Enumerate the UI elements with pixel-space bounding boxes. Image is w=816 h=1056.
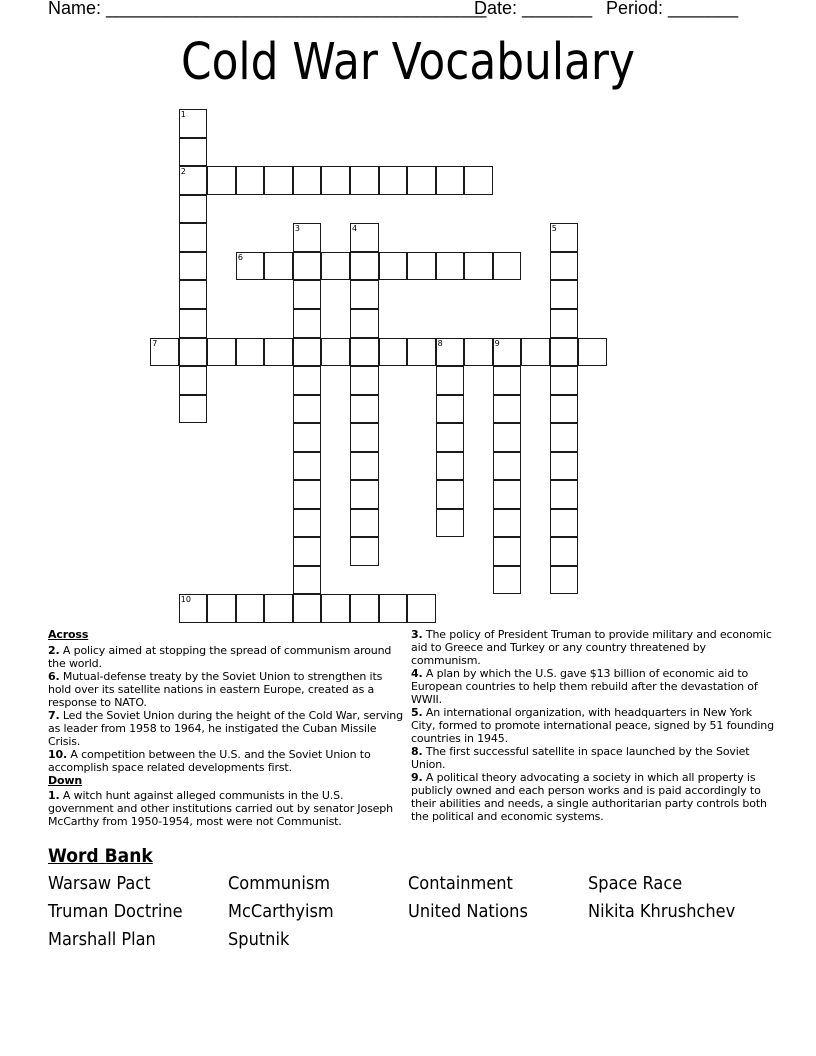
clue-number-label: 6 (237, 252, 243, 262)
grid-cell[interactable] (350, 423, 379, 452)
grid-cell[interactable] (379, 338, 408, 367)
grid-cell[interactable] (179, 166, 208, 195)
clues-column-left (48, 628, 408, 828)
word-bank-item: Nikita Khrushchev (588, 901, 736, 922)
down-heading: Down (48, 774, 83, 787)
grid-cell[interactable] (293, 309, 322, 338)
grid-cell[interactable] (264, 252, 293, 281)
clue-down-8 (411, 745, 776, 771)
clue-number-label: 4 (351, 224, 358, 234)
grid-cell[interactable] (493, 395, 522, 424)
grid-cell[interactable] (550, 423, 579, 452)
grid-cell[interactable] (493, 252, 522, 281)
grid-cell[interactable] (436, 452, 465, 481)
clue-across-7 (48, 709, 408, 748)
grid-cell[interactable] (293, 366, 322, 395)
across-heading: Across (48, 628, 89, 641)
clue-number: 10. (48, 748, 68, 761)
grid-cell[interactable] (236, 166, 265, 195)
clue-text: Mutual-defense treaty by the Soviet Union to strengthen its hold over its satellite nations in eastern Europe, created as a response to NATO. (48, 670, 383, 709)
grid-cell[interactable] (493, 480, 522, 509)
grid-cell[interactable] (550, 309, 579, 338)
grid-cell[interactable] (293, 338, 322, 367)
clue-number-label: 8 (437, 338, 443, 348)
grid-cell[interactable] (207, 338, 236, 367)
clue-number: 2. (48, 644, 60, 657)
grid-cell[interactable] (350, 537, 379, 566)
grid-cell[interactable] (550, 452, 579, 481)
clue-number-label: 7 (152, 338, 158, 348)
grid-cell[interactable] (436, 480, 465, 509)
grid-cell[interactable] (436, 166, 465, 195)
clues-column-right (411, 628, 776, 823)
clue-across-6 (48, 670, 408, 709)
grid-cell[interactable] (407, 594, 436, 623)
grid-cell[interactable] (179, 309, 208, 338)
grid-cell[interactable] (207, 594, 236, 623)
grid-cell[interactable] (236, 252, 265, 281)
clue-text: A competition between the U.S. and the Soviet Union to accomplish space related developments first. (48, 748, 371, 774)
grid-cell[interactable] (436, 395, 465, 424)
word-bank-item: Communism (228, 873, 331, 894)
grid-cell[interactable] (179, 252, 208, 281)
grid-cell[interactable] (179, 366, 208, 395)
grid-cell[interactable] (350, 395, 379, 424)
grid-cell[interactable] (321, 166, 350, 195)
grid-cell[interactable] (293, 423, 322, 452)
name-field[interactable]: Name: ______________________________________ (48, 0, 487, 18)
grid-cell[interactable] (293, 252, 322, 281)
clue-across-2 (48, 644, 408, 670)
word-bank (48, 872, 788, 952)
grid-cell[interactable] (550, 480, 579, 509)
grid-cell[interactable] (350, 509, 379, 538)
clue-number: 6. (48, 670, 60, 683)
grid-cell[interactable] (293, 166, 322, 195)
grid-cell[interactable] (550, 280, 579, 309)
grid-cell[interactable] (550, 566, 579, 595)
grid-cell[interactable] (550, 537, 579, 566)
clue-number-label: 9 (494, 338, 500, 348)
clue-number: 9. (411, 771, 423, 784)
grid-cell[interactable] (350, 480, 379, 509)
grid-cell[interactable] (350, 166, 379, 195)
grid-cell[interactable] (493, 566, 522, 595)
grid-cell[interactable] (350, 452, 379, 481)
grid-cell[interactable] (179, 109, 208, 138)
grid-cell[interactable] (493, 366, 522, 395)
clue-number: 7. (48, 709, 60, 722)
grid-cell[interactable] (350, 366, 379, 395)
clue-text: A policy aimed at stopping the spread of communism around the world. (48, 644, 392, 670)
grid-cell[interactable] (236, 594, 265, 623)
clue-text: A plan by which the U.S. gave $13 billion of economic aid to European countries to help them rebuild after the devastation of WWII. (411, 667, 758, 706)
grid-cell[interactable] (407, 338, 436, 367)
grid-cell[interactable] (493, 423, 522, 452)
grid-cell[interactable] (293, 537, 322, 566)
word-bank-item: Sputnik (228, 929, 290, 950)
grid-cell[interactable] (550, 252, 579, 281)
grid-cell[interactable] (321, 338, 350, 367)
grid-cell[interactable] (493, 452, 522, 481)
grid-cell[interactable] (436, 252, 465, 281)
grid-cell[interactable] (350, 252, 379, 281)
grid-cell[interactable] (179, 338, 208, 367)
grid-cell[interactable] (407, 252, 436, 281)
period-field[interactable]: Period: _______ (606, 0, 739, 18)
grid-cell[interactable] (493, 509, 522, 538)
grid-cell[interactable] (321, 594, 350, 623)
grid-cell[interactable] (179, 138, 208, 167)
grid-cell[interactable] (550, 223, 579, 252)
grid-cell[interactable] (293, 480, 322, 509)
grid-cell[interactable] (578, 338, 607, 367)
clue-text: The first successful satellite in space launched by the Soviet Union. (411, 745, 750, 771)
grid-cell[interactable] (379, 252, 408, 281)
grid-cell[interactable] (550, 509, 579, 538)
grid-cell[interactable] (550, 338, 579, 367)
clue-down-1 (48, 789, 408, 828)
grid-cell[interactable] (293, 509, 322, 538)
grid-cell[interactable] (493, 537, 522, 566)
word-bank-item: Containment (408, 873, 513, 894)
clue-text: A political theory advocating a society in which all property is publicly owned and each person works and is paid accordingly to their abilities and needs, a single authoritarian party controls both the political and economic systems. (411, 771, 767, 823)
grid-cell[interactable] (464, 338, 493, 367)
grid-cell[interactable] (264, 594, 293, 623)
grid-cell[interactable] (550, 395, 579, 424)
grid-cell[interactable] (550, 366, 579, 395)
clue-text: A witch hunt against alleged communists in the U.S. government and other institutions carried out by senator Joseph McCarthy from 1950-1954, most were not Communist. (48, 789, 393, 828)
grid-cell[interactable] (293, 452, 322, 481)
word-bank-title: Word Bank (48, 845, 153, 867)
grid-cell[interactable] (293, 395, 322, 424)
grid-cell[interactable] (293, 594, 322, 623)
grid-cell[interactable] (436, 366, 465, 395)
grid-cell[interactable] (207, 166, 236, 195)
grid-cell[interactable] (436, 338, 465, 367)
grid-cell[interactable] (179, 395, 208, 424)
grid-cell[interactable] (321, 252, 350, 281)
clue-number: 3. (411, 628, 423, 641)
clue-number-label: 10 (180, 595, 191, 605)
word-bank-item: United Nations (408, 901, 528, 922)
grid-cell[interactable] (379, 594, 408, 623)
grid-cell[interactable] (350, 338, 379, 367)
grid-cell[interactable] (350, 223, 379, 252)
clue-number-label: 1 (180, 110, 186, 120)
grid-cell[interactable] (436, 423, 465, 452)
clue-number-label: 2 (180, 167, 186, 177)
clue-number-label: 5 (551, 224, 557, 234)
clue-number: 5. (411, 706, 423, 719)
clue-across-10 (48, 748, 408, 774)
grid-cell[interactable] (350, 594, 379, 623)
word-bank-item: Warsaw Pact (48, 873, 151, 894)
grid-cell[interactable] (350, 309, 379, 338)
word-bank-item: Space Race (588, 873, 683, 894)
grid-cell[interactable] (179, 195, 208, 224)
clue-number: 1. (48, 789, 60, 802)
clue-text: The policy of President Truman to provide military and economic aid to Greece and Turkey or any country threatened by communism. (411, 628, 772, 667)
word-bank-item: McCarthyism (228, 901, 334, 922)
grid-cell[interactable] (236, 338, 265, 367)
grid-cell[interactable] (179, 594, 208, 623)
word-bank-item: Truman Doctrine (48, 901, 183, 922)
word-bank-item: Marshall Plan (48, 929, 156, 950)
clue-number: 8. (411, 745, 423, 758)
clue-down-3 (411, 628, 776, 667)
grid-cell[interactable] (293, 566, 322, 595)
grid-cell[interactable] (179, 280, 208, 309)
grid-cell[interactable] (350, 280, 379, 309)
grid-cell[interactable] (379, 166, 408, 195)
grid-cell[interactable] (264, 166, 293, 195)
clue-number-label: 3 (294, 224, 300, 234)
clue-text: An international organization, with headquarters in New York City, formed to promote international peace, signed by 51 founding countries in 1945. (411, 706, 774, 745)
grid-cell[interactable] (464, 252, 493, 281)
grid-cell[interactable] (407, 166, 436, 195)
page-title-text: Cold War Vocabulary (181, 33, 635, 92)
date-field[interactable]: Date: _______ (474, 0, 593, 18)
clue-down-4 (411, 667, 776, 706)
grid-cell[interactable] (264, 338, 293, 367)
clue-down-9 (411, 771, 776, 823)
grid-cell[interactable] (293, 280, 322, 309)
grid-cell[interactable] (293, 223, 322, 252)
clue-text: Led the Soviet Union during the height of the Cold War, serving as leader from 1958 to 1964, he instigated the Cuban Missile Crisis. (48, 709, 403, 748)
grid-cell[interactable] (464, 166, 493, 195)
grid-cell[interactable] (521, 338, 550, 367)
clue-down-5 (411, 706, 776, 745)
grid-cell[interactable] (436, 509, 465, 538)
grid-cell[interactable] (493, 338, 522, 367)
clue-number: 4. (411, 667, 423, 680)
grid-cell[interactable] (179, 223, 208, 252)
grid-cell[interactable] (150, 338, 179, 367)
